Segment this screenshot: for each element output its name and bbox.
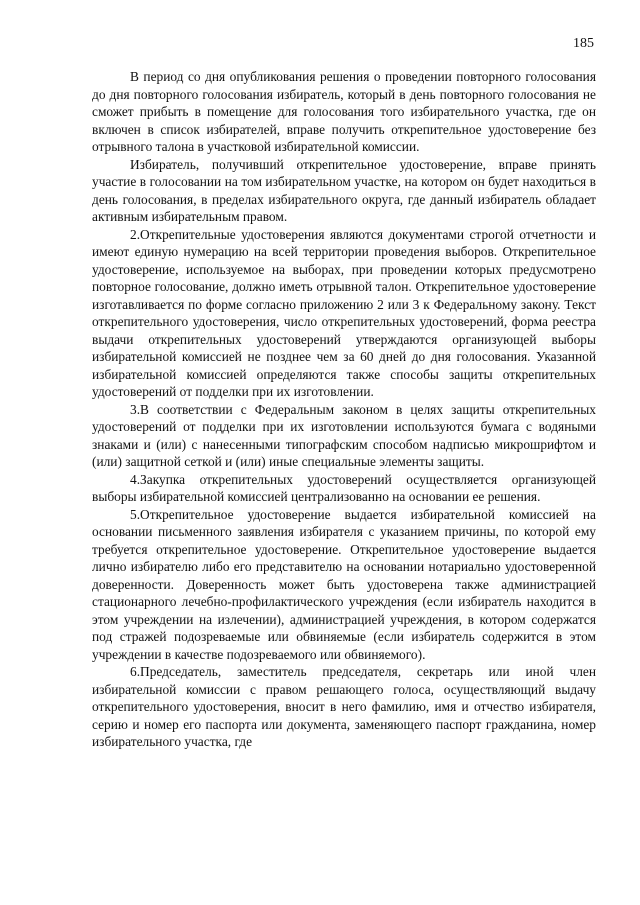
paragraph: 6.Председатель, заместитель председателя, секретарь или иной член избирательной комиссии с правом решающего голоса, осуществляющий выдачу открепительного удостоверения, вносит в него фамилию, имя и отчество избирателя, серию и номер его паспорта или документа, заменяющего паспорт гражданина, номер избирательного участка, где bbox=[92, 664, 596, 749]
paragraph: 5.Открепительное удостоверение выдается избирательной комиссией на основании письменного заявления избирателя с указанием причины, по которой ему требуется открепительное удостоверение. Открепительное удостоверение выдается лично избирателю либо его представителю на основании нотариально удостоверенной доверенности. Доверенность может быть удостоверена также администрацией стационарного лечебно-профилактического учреждения (если избиратель находится в этом учреждении на излечении), администрацией учреждения, в котором содержатся под стражей подозреваемые или обвиняемые (если избиратель содержится в этом учреждении в качестве подозреваемого или обвиняемого). bbox=[92, 506, 596, 662]
paragraph: 2.Открепительные удостоверения являются документами строгой отчетности и имеют единую нумерацию на всей территории проведения выборов. Открепительное удостоверение, используемое на выборах, при проведении которых предусмотрено повторное голосование, должно иметь отрывной талон. Открепительное удостоверение изготавливается по форме согласно приложению 2 или 3 к Федеральному закону. Текст открепительного удостоверения, число открепительных удостоверений, форма реестра выдачи открепительных удостоверений утверждаются организующей выборы избирательной комиссией не позднее чем за 60 дней до дня голосования. Указанной избирательной комиссией определяются также способы защиты открепительных удостоверений от подделки при их изготовлении. bbox=[92, 226, 596, 399]
body-text bbox=[92, 68, 596, 751]
paragraph: В период со дня опубликования решения о проведении повторного голосования до дня повторного голосования избиратель, который в день повторного голосования не сможет прибыть в помещение для голосования того избирательного участка, где он включен в список избирателей, вправе получить открепительное удостоверение без отрывного талона в участковой избирательной комиссии. bbox=[92, 69, 596, 154]
paragraph: Избиратель, получивший открепительное удостоверение, вправе принять участие в голосовании на том избирательном участке, на котором он будет находиться в день голосования, в пределах избирательного округа, где данный избиратель обладает активным избирательным правом. bbox=[92, 156, 596, 224]
page-number: 185 bbox=[573, 36, 594, 51]
paragraph: 4.Закупка открепительных удостоверений осуществляется организующей выборы избирательной комиссией централизованно на основании ее решения. bbox=[92, 471, 596, 504]
paragraph: 3.В соответствии с Федеральным законом в целях защиты открепительных удостоверений от подделки при их изготовлении используются бумага с водяными знаками и (или) с нанесенными типографским способом надписью микрошрифтом и (или) защитной сеткой и (или) иные специальные элементы защиты. bbox=[92, 401, 596, 469]
